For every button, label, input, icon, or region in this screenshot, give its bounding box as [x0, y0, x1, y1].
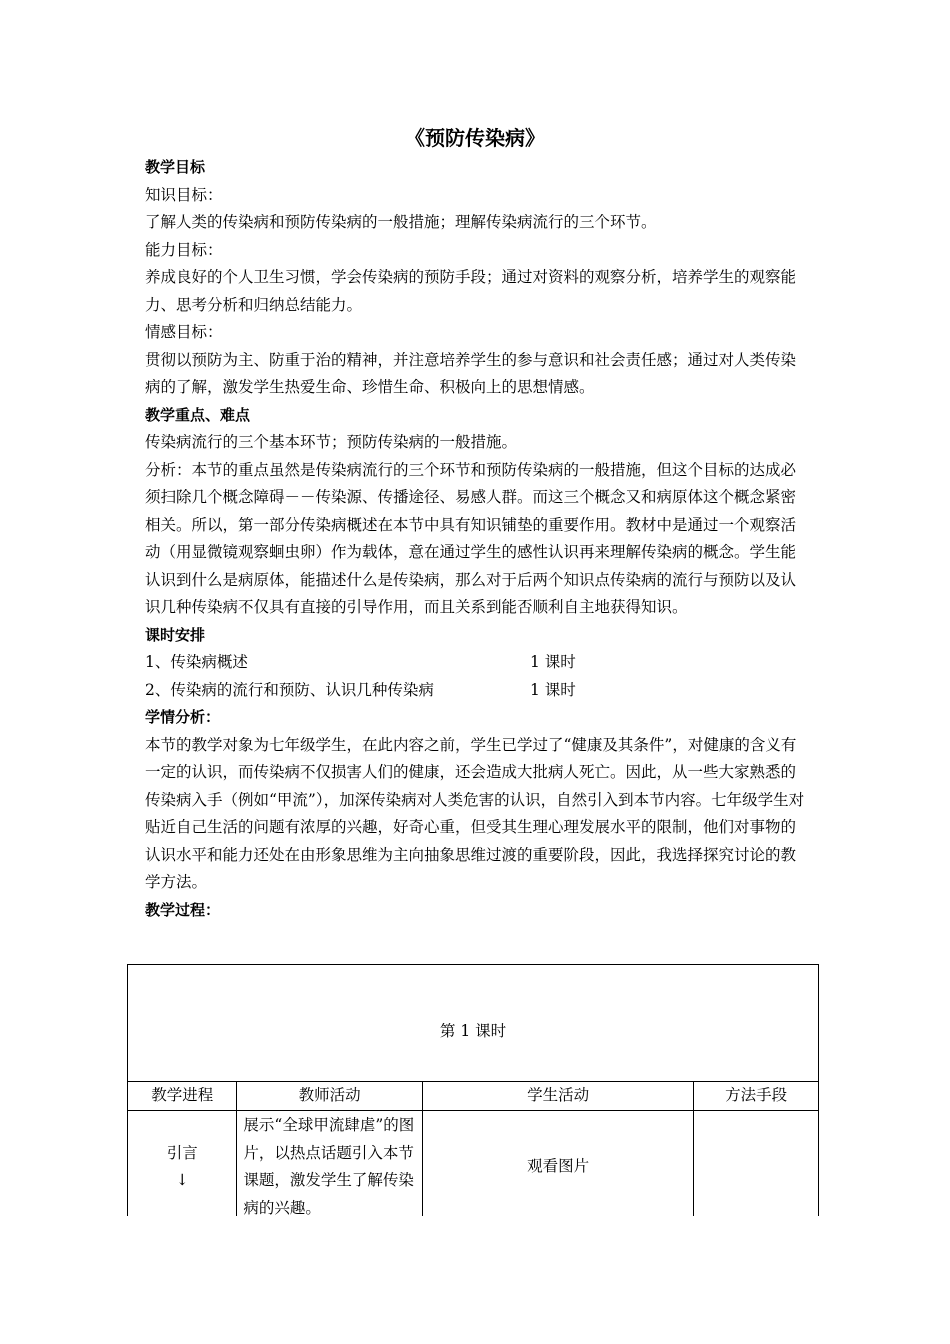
- table-header-row: [128, 1082, 819, 1111]
- knowledge-label: 知识目标：: [145, 185, 223, 204]
- student-cell: 观看图片: [422, 1111, 694, 1224]
- schedule-heading: 课时安排: [145, 625, 206, 644]
- header-stage: 教学进程: [128, 1082, 237, 1111]
- table-row: [128, 1111, 819, 1224]
- learner-heading: 学情分析：: [145, 708, 221, 726]
- header-student: 学生活动: [422, 1082, 694, 1111]
- learner-text: 本节的教学对象为七年级学生，在此内容之前，学生已学过了“健康及其条件”，对健康的含义有一定的认识，而传染病不仅损害人们的健康，还会造成大批病人死亡。因此，从一些大家熟悉的传染病入手（例如“甲流”），加深传染病对人类危害的认识，自然引入到本节内容。七年级学生对贴近自己生活的问题有浓厚的兴趣，好奇心重，但受其生理心理发展水平的限制，他们对事物的认识水平和能力还处在由形象思维为主向抽象思维过渡的重要阶段，因此，我选择探究讨论的教学方法。: [145, 735, 805, 891]
- stage-cell: [128, 1111, 237, 1224]
- ability-text: 养成良好的个人卫生习惯，学会传染病的预防手段；通过对资料的观察分析，培养学生的观察能力、思考分析和归纳总结能力。: [145, 268, 797, 314]
- key-points-heading: 教学重点、难点: [145, 405, 251, 424]
- teacher-cell: 展示“全球甲流肆虐”的图片，以热点话题引入本节课题，激发学生了解传染病的兴趣。: [237, 1111, 422, 1224]
- schedule-item: [145, 677, 805, 705]
- header-teacher: 教师活动: [237, 1082, 422, 1111]
- schedule-item-time: 1 课时: [530, 653, 576, 671]
- header-method: 方法手段: [694, 1082, 819, 1111]
- page-bottom-margin: [127, 1216, 827, 1344]
- down-arrow-icon: ↓: [175, 1171, 189, 1189]
- key-points-text: 传染病流行的三个基本环节；预防传染病的一般措施。: [145, 433, 518, 451]
- table-caption: 第 1 课时: [128, 965, 819, 1082]
- stage-label: 引言: [166, 1143, 198, 1162]
- knowledge-text: 了解人类的传染病和预防传染病的一般措施；理解传染病流行的三个环节。: [145, 213, 657, 231]
- emotion-label: 情感目标：: [145, 323, 223, 341]
- document-body: [145, 154, 805, 924]
- emotion-text: 贯彻以预防为主、防重于治的精神，并注意培养学生的参与意识和社会责任感；通过对人类传染病的了解，激发学生热爱生命、珍惜生命、积极向上的思想情感。: [145, 350, 797, 396]
- schedule-item-time: 1 课时: [530, 680, 576, 699]
- schedule-item-name: 1、传染病概述: [145, 653, 248, 671]
- document-title: 《预防传染病》: [405, 126, 545, 150]
- process-heading: 教学过程：: [145, 900, 221, 919]
- schedule-item-name: 2、传染病的流行和预防、认识几种传染病: [145, 680, 434, 699]
- analysis-text: 分析：本节的重点虽然是传染病流行的三个环节和预防传染病的一般措施，但这个目标的达成必须扫除几个概念障碍－－传染源、传播途径、易感人群。而这三个概念又和病原体这个概念紧密相关。所以，第一部分传染病概述在本节中具有知识铺垫的重要作用。教材中是通过一个观察活动（用显微镜观察蛔虫卵）作为载体，意在通过学生的感性认识再来理解传染病的概念。学生能认识到什么是病原体，能描述什么是传染病，那么对于后两个知识点传染病的流行与预防以及认识几种传染病不仅具有直接的引导作用，而且关系到能否顺利自主地获得知识。: [145, 460, 797, 616]
- ability-label: 能力目标：: [145, 240, 223, 259]
- method-cell: [694, 1111, 819, 1224]
- goals-heading: 教学目标: [145, 158, 206, 176]
- schedule-item: [145, 649, 805, 677]
